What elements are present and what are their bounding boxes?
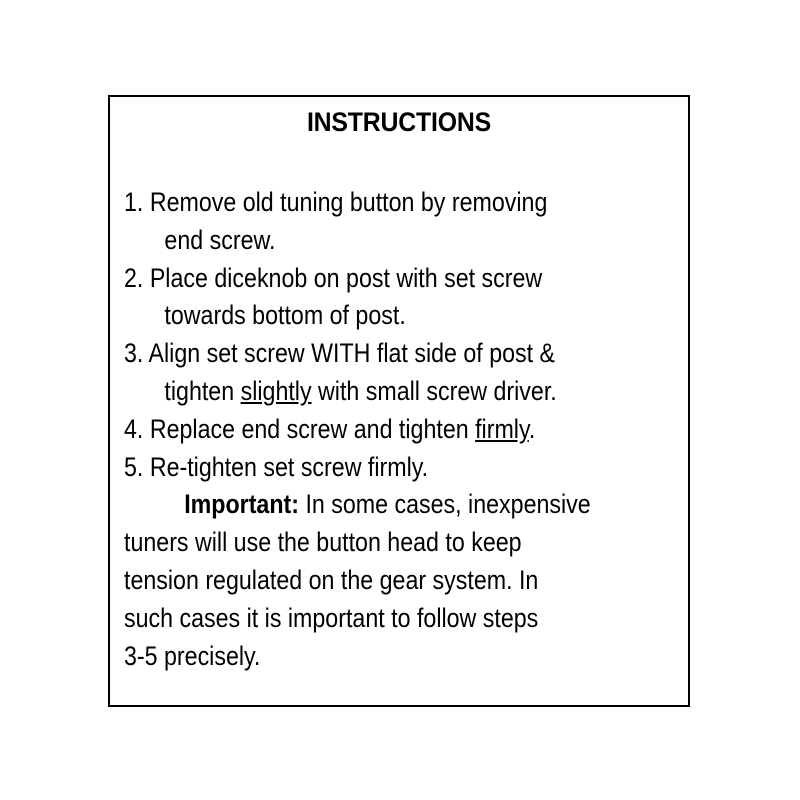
note-line-5: 3-5 precisely. [124, 640, 261, 671]
step-1-line-2: end screw. [164, 224, 276, 255]
step-3-line-1: 3. Align set screw WITH flat side of post & [124, 338, 556, 369]
step-3-line-2 [124, 373, 606, 411]
step-3-emphasis-slightly: slightly [240, 375, 312, 406]
step-4-emphasis-firmly: firmly [475, 413, 529, 444]
instructions-card [108, 95, 690, 707]
note-line-3: tension regulated on the gear system. In [124, 564, 539, 595]
step-1-line-1: 1. Remove old tuning button by removing [124, 187, 548, 217]
step-2-line-1: 2. Place diceknob on post with set screw [124, 262, 543, 293]
step-4-text-pre: 4. Replace end screw and tighten [124, 413, 476, 444]
note-line-4: such cases it is important to follow steps [124, 602, 539, 633]
step-4 [124, 411, 606, 449]
instructions-title: INSTRUCTIONS [306, 107, 492, 137]
note-line-1-text: In some cases, inexpensive [298, 489, 591, 520]
step-3-text-post: with small screw driver. [311, 375, 557, 406]
step-4-text-post: . [528, 413, 536, 444]
step-5: 5. Re-tighten set screw firmly. [124, 451, 429, 482]
instructions-body [124, 184, 606, 675]
note-line-1 [124, 486, 606, 524]
note-label-important: Important: [184, 489, 299, 520]
step-2-line-2: towards bottom of post. [164, 300, 406, 331]
step-3-text-pre: tighten [164, 375, 241, 406]
note-line-2: tuners will use the button head to keep [124, 527, 522, 558]
